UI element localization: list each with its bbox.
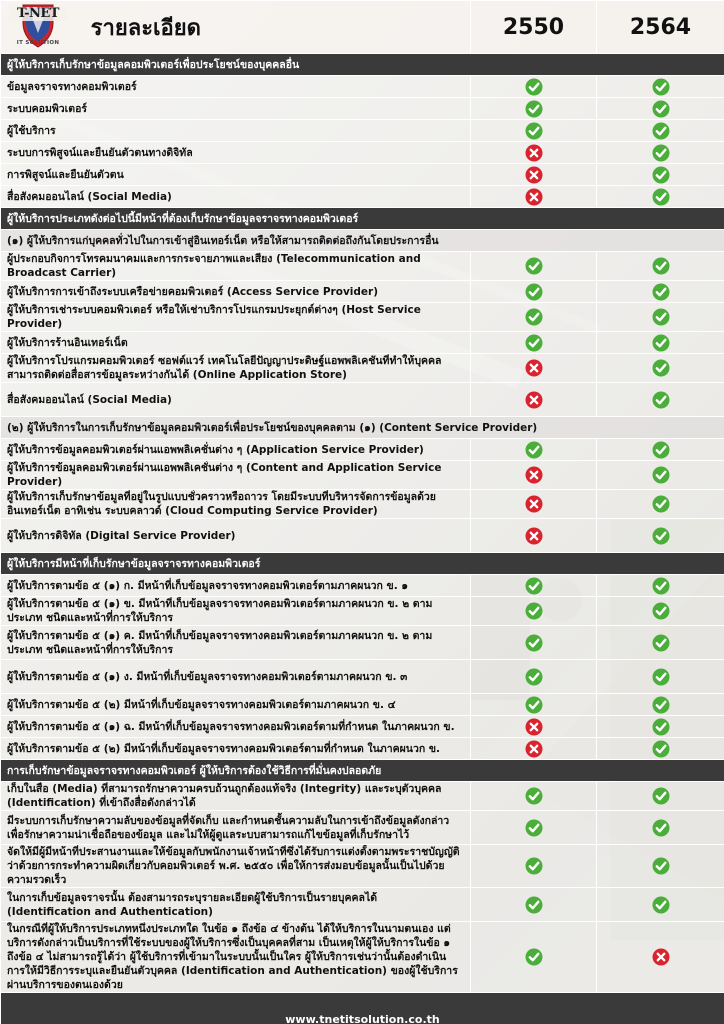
row-label: ระบบคอมพิวเตอร์ — [1, 98, 471, 120]
table-row — [1, 597, 724, 626]
check-circle-icon — [652, 144, 670, 162]
table-row — [1, 186, 724, 208]
x-circle-icon — [652, 948, 670, 966]
row-label: ข้อมูลจราจรทางคอมพิวเตอร์ — [1, 76, 471, 98]
status-2550-cell — [471, 490, 597, 519]
section-header-row — [1, 553, 724, 575]
table-row — [1, 332, 724, 354]
check-circle-icon — [525, 696, 543, 714]
check-circle-icon — [652, 857, 670, 875]
row-label: ระบบการพิสูจน์และยืนยันตัวตนทางดิจิทัล — [1, 142, 471, 164]
table-row — [1, 76, 724, 98]
table-row — [1, 738, 724, 760]
status-2550-cell — [471, 303, 597, 332]
check-circle-icon — [652, 787, 670, 805]
check-circle-icon — [652, 668, 670, 686]
status-2564-cell — [597, 888, 724, 922]
check-circle-icon — [652, 577, 670, 595]
status-2550-cell — [471, 98, 597, 120]
check-circle-icon — [652, 359, 670, 377]
check-circle-icon — [652, 100, 670, 118]
status-2564-cell — [597, 383, 724, 417]
x-circle-icon — [525, 359, 543, 377]
table-row — [1, 439, 724, 461]
check-circle-icon — [652, 740, 670, 758]
status-2550-cell — [471, 142, 597, 164]
table-row — [1, 782, 724, 811]
row-label: ในกรณีที่ผู้ให้บริการประเภทหนึ่งประเภทใด ในข้อ ๑ ถึงข้อ ๔ ข้างต้น ได้ให้บริการในนามตนเอง แต่บริการดังกล่าวเป็นบริการที่ใช้ระบบของผู้ให้บริการซึ่งเป็นบุคคลที่สาม เป็นเหตุให้ผู้ให้บริการในข้อ ๑ ถึงข้อ ๔ ไม่สามารถรู้ได้ว่า ผู้ใช้บริการที่เข้ามาในระบบนั้นเป็นใคร ผู้ให้บริการเช่นว่านั้นต้องดำเนินการให้มีวิธีการระบุและยืนยันตัวบุคคล (Identification and Authentication) ของผู้ใช้บริการผ่านบริการของตนเองด้วย — [1, 922, 471, 993]
status-2550-cell — [471, 461, 597, 490]
status-2564-cell — [597, 575, 724, 597]
status-2550-cell — [471, 782, 597, 811]
status-2550-cell — [471, 888, 597, 922]
row-label: ผู้ให้บริการการเข้าถึงระบบเครือข่ายคอมพิวเตอร์ (Access Service Provider) — [1, 281, 471, 303]
status-2550-cell — [471, 186, 597, 208]
table-row — [1, 626, 724, 660]
section-title: ผู้ให้บริการมีหน้าที่เก็บรักษาข้อมูลจราจรทางคอมพิวเตอร์ — [1, 553, 724, 575]
check-circle-icon — [652, 896, 670, 914]
check-circle-icon — [525, 668, 543, 686]
check-circle-icon — [652, 257, 670, 275]
status-2564-cell — [597, 120, 724, 142]
status-2564-cell — [597, 354, 724, 383]
status-2564-cell — [597, 660, 724, 694]
status-2564-cell — [597, 281, 724, 303]
status-2550-cell — [471, 383, 597, 417]
status-2564-cell — [597, 332, 724, 354]
status-2550-cell — [471, 332, 597, 354]
x-circle-icon — [525, 740, 543, 758]
header-row — [1, 1, 724, 54]
check-circle-icon — [652, 308, 670, 326]
check-circle-icon — [652, 819, 670, 837]
status-2564-cell — [597, 694, 724, 716]
status-2564-cell — [597, 738, 724, 760]
status-2550-cell — [471, 922, 597, 993]
status-2564-cell — [597, 461, 724, 490]
status-2564-cell — [597, 76, 724, 98]
row-label: ผู้ให้บริการตามข้อ ๕ (๒) มีหน้าที่เก็บข้อมูลจราจรทางคอมพิวเตอร์ตามที่กำหนด ในภาคผนวก ข. — [1, 738, 471, 760]
status-2564-cell — [597, 716, 724, 738]
row-label: ผู้ให้บริการโปรแกรมคอมพิวเตอร์ ซอฟต์แวร์ เทคโนโลยีปัญญาประดิษฐ์แอพพลิเคชันที่ทำให้บุคคลสามารถติดต่อสื่อสารข้อมูลระหว่างกันได้ (Online Application Store) — [1, 354, 471, 383]
row-label: ผู้ให้บริการข้อมูลคอมพิวเตอร์ผ่านแอพพลิเคชั่นต่าง ๆ (Application Service Provider) — [1, 439, 471, 461]
check-circle-icon — [525, 122, 543, 140]
check-circle-icon — [525, 78, 543, 96]
check-circle-icon — [525, 787, 543, 805]
x-circle-icon — [525, 166, 543, 184]
check-circle-icon — [652, 334, 670, 352]
table-row — [1, 888, 724, 922]
check-circle-icon — [525, 857, 543, 875]
table-row — [1, 490, 724, 519]
subsection-title: (๒) ผู้ให้บริการในการเก็บรักษาข้อมูลคอมพิวเตอร์เพื่อประโยชน์ของบุคคลตาม (๑) (Content Service Provider) — [1, 417, 724, 439]
subsection-header-row — [1, 417, 724, 439]
status-2564-cell — [597, 186, 724, 208]
check-circle-icon — [525, 819, 543, 837]
x-circle-icon — [525, 527, 543, 545]
row-label: ผู้ให้บริการข้อมูลคอมพิวเตอร์ผ่านแอพพลิเคชั่นต่าง ๆ (Content and Application Service Provider) — [1, 461, 471, 490]
row-label: ผู้ให้บริการเก็บรักษาข้อมูลที่อยู่ในรูปแบบชั่วคราวหรือถาวร โดยมีระบบที่บริหารจัดการข้อมูลด้วยอินเทอร์เน็ต อาทิเช่น ระบบคลาวด์ (Cloud Computing Service Provider) — [1, 490, 471, 519]
x-circle-icon — [525, 466, 543, 484]
status-2550-cell — [471, 575, 597, 597]
table-row — [1, 142, 724, 164]
row-label: มีระบบการเก็บรักษาความลับของข้อมูลที่จัดเก็บ และกำหนดชั้นความลับในการเข้าถึงข้อมูลดังกล่าว เพื่อรักษาความน่าเชื่อถือของข้อมูล และไม่ให้ผู้ดูแลระบบสามารถแก้ไขข้อมูลที่เก็บรักษาไว้ — [1, 811, 471, 845]
table-row — [1, 716, 724, 738]
table-row — [1, 660, 724, 694]
status-2564-cell — [597, 142, 724, 164]
status-2564-cell — [597, 439, 724, 461]
subsection-title: (๑) ผู้ให้บริการแก่บุคคลทั่วไปในการเข้าสู่อินเทอร์เน็ต หรือให้สามารถติดต่อถึงกันโดยประการอื่น — [1, 230, 724, 252]
company-logo: T-NET IT SOLUTION — [7, 3, 69, 51]
row-label: ผู้ประกอบกิจการโทรคมนาคมและการกระจายภาพและเสียง (Telecommunication and Broadcast Carrier) — [1, 252, 471, 281]
table-row — [1, 811, 724, 845]
check-circle-icon — [525, 896, 543, 914]
status-2564-cell — [597, 845, 724, 888]
status-2550-cell — [471, 626, 597, 660]
row-label: ผู้ให้บริการตามข้อ ๕ (๑) ค. มีหน้าที่เก็บข้อมูลจราจรทางคอมพิวเตอร์ตามภาคผนวก ข. ๒ ตามประเภท ชนิดและหน้าที่การให้บริการ — [1, 626, 471, 660]
row-label: ผู้ให้บริการตามข้อ ๕ (๒) มีหน้าที่เก็บข้อมูลจราจรทางคอมพิวเตอร์ตามภาคผนวก ข. ๔ — [1, 694, 471, 716]
row-label: เก็บในสื่อ (Media) ที่สามารถรักษาความครบถ้วนถูกต้องแท้จริง (Integrity) และระบุตัวบุคคล (Identification) ที่เข้าถึงสื่อดังกล่าวได้ — [1, 782, 471, 811]
table-row — [1, 922, 724, 993]
status-2564-cell — [597, 303, 724, 332]
table-row — [1, 281, 724, 303]
section-title: ผู้ให้บริการเก็บรักษาข้อมูลคอมพิวเตอร์เพื่อประโยชน์ของบุคคลอื่น — [1, 54, 724, 76]
check-circle-icon — [525, 634, 543, 652]
x-circle-icon — [525, 188, 543, 206]
status-2564-cell — [597, 519, 724, 553]
check-circle-icon — [652, 78, 670, 96]
subsection-header-row — [1, 230, 724, 252]
status-2550-cell — [471, 76, 597, 98]
x-circle-icon — [525, 495, 543, 513]
check-circle-icon — [652, 466, 670, 484]
check-circle-icon — [652, 495, 670, 513]
row-label: ผู้ให้บริการตามข้อ ๕ (๑) ก. มีหน้าที่เก็บข้อมูลจราจรทางคอมพิวเตอร์ตามภาคผนวก ข. ๑ — [1, 575, 471, 597]
section-header-row — [1, 54, 724, 76]
check-circle-icon — [525, 257, 543, 275]
status-2564-cell — [597, 164, 724, 186]
check-circle-icon — [525, 441, 543, 459]
check-circle-icon — [525, 334, 543, 352]
status-2550-cell — [471, 519, 597, 553]
row-label: ผู้ให้บริการตามข้อ ๕ (๑) ฉ. มีหน้าที่เก็บข้อมูลจราจรทางคอมพิวเตอร์ตามที่กำหนด ในภาคผนวก ข. — [1, 716, 471, 738]
row-label: ผู้ให้บริการดิจิทัล (Digital Service Provider) — [1, 519, 471, 553]
status-2550-cell — [471, 439, 597, 461]
table-row — [1, 519, 724, 553]
row-label: สื่อสังคมออนไลน์ (Social Media) — [1, 383, 471, 417]
status-2550-cell — [471, 694, 597, 716]
check-circle-icon — [652, 283, 670, 301]
status-2564-cell — [597, 252, 724, 281]
x-circle-icon — [525, 718, 543, 736]
footer-row — [1, 993, 724, 1024]
header-title-cell — [1, 1, 471, 54]
table-row — [1, 252, 724, 281]
status-2564-cell — [597, 782, 724, 811]
check-circle-icon — [652, 441, 670, 459]
status-2564-cell — [597, 811, 724, 845]
page-title: รายละเอียด — [90, 15, 201, 41]
table-row — [1, 383, 724, 417]
table-row — [1, 575, 724, 597]
status-2564-cell — [597, 626, 724, 660]
year-2564-header: 2564 — [597, 1, 724, 54]
row-label: ในการเก็บข้อมูลจราจรนั้น ต้องสามารถระบุรายละเอียดผู้ใช้บริการเป็นรายบุคคลได้ (Identification and Authentication) — [1, 888, 471, 922]
check-circle-icon — [525, 577, 543, 595]
check-circle-icon — [652, 696, 670, 714]
status-2564-cell — [597, 922, 724, 993]
row-label: ผู้ใช้บริการ — [1, 120, 471, 142]
table-row — [1, 694, 724, 716]
check-circle-icon — [525, 283, 543, 301]
section-title: ผู้ให้บริการประเภทดังต่อไปนี้มีหน้าที่ต้องเก็บรักษาข้อมูลจราจรทางคอมพิวเตอร์ — [1, 208, 724, 230]
table-row — [1, 354, 724, 383]
row-label: ผู้ให้บริการเช่าระบบคอมพิวเตอร์ หรือให้เช่าบริการโปรแกรมประยุกต์ต่างๆ (Host Service Provider) — [1, 303, 471, 332]
row-label: จัดให้มีผู้มีหน้าที่ประสานงานและให้ข้อมูลกับพนักงานเจ้าหน้าที่ซึ่งได้รับการแต่งตั้งตามพระราชบัญญัติว่าด้วยการกระทำความผิดเกี่ยวกับคอมพิวเตอร์ พ.ศ. ๒๕๕๐ เพื่อให้การส่งมอบข้อมูลนั้นเป็นไปด้วยความรวดเร็ว — [1, 845, 471, 888]
x-circle-icon — [525, 144, 543, 162]
table-row — [1, 461, 724, 490]
table-row — [1, 120, 724, 142]
status-2550-cell — [471, 597, 597, 626]
status-2550-cell — [471, 716, 597, 738]
footer-url: www.tnetitsolution.co.th — [1, 993, 724, 1024]
table-row — [1, 98, 724, 120]
check-circle-icon — [652, 634, 670, 652]
status-2564-cell — [597, 98, 724, 120]
section-title: การเก็บรักษาข้อมูลจราจรทางคอมพิวเตอร์ ผู้ให้บริการต้องใช้วิธีการที่มั่นคงปลอดภัย — [1, 760, 724, 782]
row-label: สื่อสังคมออนไลน์ (Social Media) — [1, 186, 471, 208]
status-2550-cell — [471, 738, 597, 760]
table-row — [1, 845, 724, 888]
status-2550-cell — [471, 845, 597, 888]
row-label: ผู้ให้บริการร้านอินเทอร์เน็ต — [1, 332, 471, 354]
check-circle-icon — [525, 308, 543, 326]
status-2550-cell — [471, 660, 597, 694]
section-header-row — [1, 760, 724, 782]
check-circle-icon — [652, 602, 670, 620]
check-circle-icon — [652, 391, 670, 409]
row-label: ผู้ให้บริการตามข้อ ๕ (๑) ข. มีหน้าที่เก็บข้อมูลจราจรทางคอมพิวเตอร์ตามภาคผนวก ข. ๒ ตามประเภท ชนิดและหน้าที่การให้บริการ — [1, 597, 471, 626]
status-2564-cell — [597, 597, 724, 626]
status-2550-cell — [471, 281, 597, 303]
check-circle-icon — [652, 718, 670, 736]
check-circle-icon — [652, 166, 670, 184]
x-circle-icon — [525, 391, 543, 409]
check-circle-icon — [652, 122, 670, 140]
year-2550-header: 2550 — [471, 1, 597, 54]
check-circle-icon — [525, 100, 543, 118]
status-2564-cell — [597, 490, 724, 519]
status-2550-cell — [471, 120, 597, 142]
status-2550-cell — [471, 354, 597, 383]
section-header-row — [1, 208, 724, 230]
row-label: ผู้ให้บริการตามข้อ ๕ (๑) ง. มีหน้าที่เก็บข้อมูลจราจรทางคอมพิวเตอร์ตามภาคผนวก ข. ๓ — [1, 660, 471, 694]
table-row — [1, 164, 724, 186]
check-circle-icon — [652, 188, 670, 206]
table-row — [1, 303, 724, 332]
check-circle-icon — [525, 602, 543, 620]
status-2550-cell — [471, 252, 597, 281]
status-2550-cell — [471, 164, 597, 186]
status-2550-cell — [471, 811, 597, 845]
row-label: การพิสูจน์และยืนยันตัวตน — [1, 164, 471, 186]
check-circle-icon — [652, 527, 670, 545]
check-circle-icon — [525, 948, 543, 966]
